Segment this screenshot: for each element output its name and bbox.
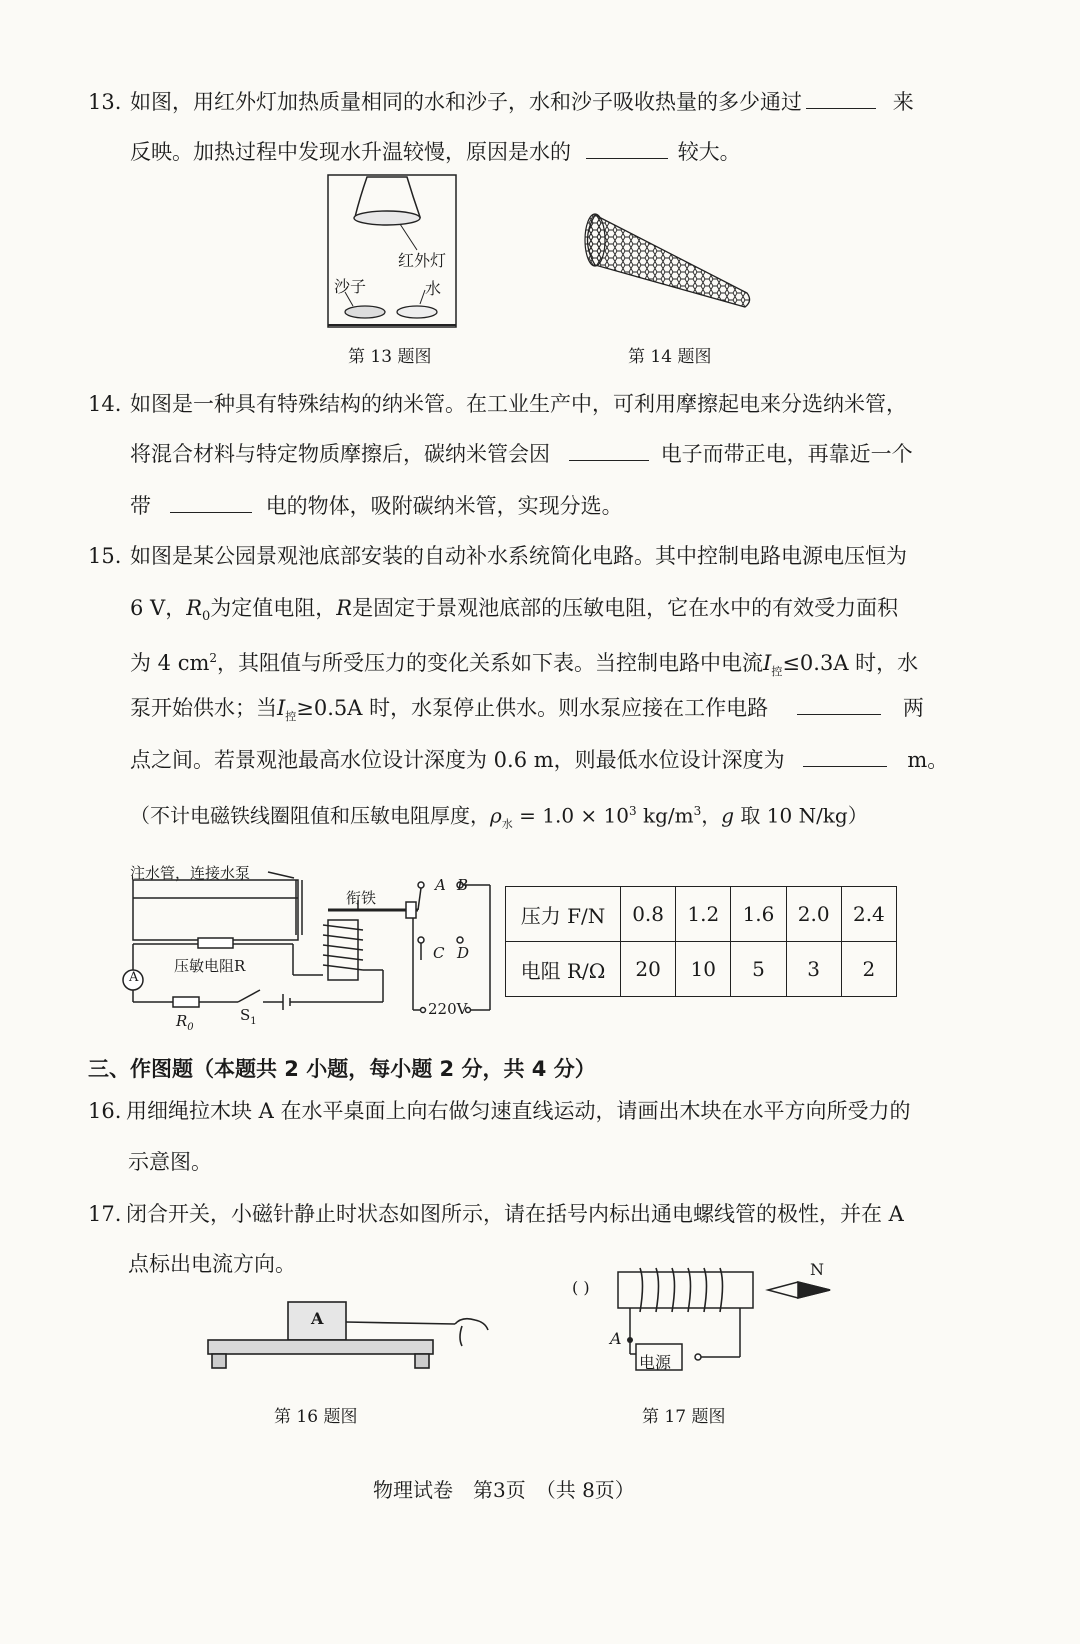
fig13-caption: 第 13 题图 [348,347,432,367]
pressure-sensor-icon [198,938,233,948]
q15-r: R [336,596,353,620]
fig17-a-label: A [610,1329,622,1348]
sand-dish-icon [345,306,385,318]
coil-winding-icon [640,1268,723,1312]
page-footer: 物理试卷 第3页 （共 8页） [373,1478,635,1502]
fig14-nanotube-diagram [575,195,755,315]
fig15-r0-sub: 0 [187,1022,194,1033]
table-cell: 3 [786,942,841,997]
q15-number: 15. [88,544,122,568]
water-dish-icon [397,306,437,318]
q15-line3-a: 为 4 cm [130,651,210,675]
table-header-pressure: 压力 F/N [506,887,621,942]
switch-s1-icon [238,990,260,1002]
nanotube-opening-icon [585,214,605,266]
q17-line2: 点标出电流方向。 [128,1252,296,1276]
q14-line2-text: 将混合材料与特定物质摩擦后，碳纳米管会因 [130,442,550,466]
q14-line3-end: 电的物体，吸附碳纳米管，实现分选。 [265,494,623,518]
q15-line3-b: ，其阻值与所受压力的变化关系如下表。当控制电路中电流 [217,651,764,675]
fig15-d-label: D [457,944,470,962]
table-row [506,887,897,942]
q15-line3-i: I [763,651,772,675]
q17-number: 17. [88,1202,122,1226]
q16-line1: 用细绳拉木块 A 在水平桌面上向右做匀速直线运动，请画出木块在水平方向所受力的 [126,1099,911,1123]
pool-outline [133,880,298,940]
table-top-icon [208,1340,433,1354]
r0-resistor-icon [173,997,199,1007]
q15-line4-isub: 控 [285,710,297,724]
q15-line4-c: 两 [902,696,924,720]
q14-blank1[interactable] [569,442,649,461]
q15-line2-b: 为定值电阻， [210,596,337,620]
table-cell: 2.0 [786,887,841,942]
table-row [506,942,897,997]
q15-line6-sup2: 3 [693,804,702,818]
q13-line1-text: 如图，用红外灯加热质量相同的水和沙子，水和沙子吸收热量的多少通过 [130,90,802,114]
fig13-water-label: 水 [425,279,442,298]
q15-line2-a: 6 V， [130,596,187,620]
q15-line6-d: ， [701,803,722,828]
q15-line6-c: kg/m [636,803,694,828]
q13-blank1[interactable] [806,90,876,109]
table-cell: 1.6 [731,887,786,942]
fig17-caption: 第 17 题图 [642,1407,726,1427]
q15-line4-i: I [277,696,286,720]
q15-blank2[interactable] [803,748,887,767]
q15-line6-b: = 1.0 × 10 [512,803,629,828]
q15-line2 [130,594,898,631]
q13-number: 13. [88,90,122,114]
coil-icon [323,925,363,970]
q15-line6-sup: 3 [628,804,637,818]
q15-line3-sup: 2 [209,651,218,665]
q14-line1: 如图是一种具有特殊结构的纳米管。在工业生产中，可利用摩擦起电来分选纳米管， [130,392,907,416]
q15-line6 [130,797,868,839]
q15-line6-e: 取 10 N/kg） [734,803,868,828]
pivot-icon [406,902,416,918]
q15-r0-sub: 0 [202,609,211,625]
q17-line1: 闭合开关，小磁针静止时状态如图所示，请在括号内标出通电螺线管的极性，并在 A [126,1202,904,1226]
q15-line3-c: ≤0.3A 时，水 [782,651,919,675]
q14-line3 [130,492,623,520]
q16-line2: 示意图。 [128,1150,212,1174]
fig15-s1-sub: 1 [250,1016,257,1027]
fig15-sensor-label: 压敏电阻R [174,957,246,975]
fig16-table-diagram [200,1290,500,1375]
q16-number: 16. [88,1099,122,1123]
fig14-caption: 第 14 题图 [628,347,712,367]
q15-r0: R [186,596,203,620]
q15-line5-a: 点之间。若景观池最高水位设计深度为 0.6 m，则最低水位设计深度为 [130,748,785,772]
lamp-pointer [400,224,417,250]
fig16-caption: 第 16 题图 [274,1407,358,1427]
q15-g: g [721,803,735,828]
table-cell: 5 [731,942,786,997]
fig16-block-label: A [311,1309,324,1328]
pressure-resistance-table [505,886,897,997]
lamp-rim-icon [354,211,420,225]
q15-rho-sub: 水 [501,817,513,831]
q14-line2-end: 电子而带正电，再靠近一个 [660,442,913,466]
contact-c [418,937,424,943]
table-cell: 1.2 [676,887,731,942]
fig15-armature-label: 衔铁 [346,889,377,907]
q13-line2 [130,138,741,166]
q14-blank2[interactable] [170,494,252,513]
fig15-voltage-label: 220V [428,1000,468,1018]
q14-line2 [130,440,913,468]
fig17-source-label: 电源 [639,1353,672,1372]
section-title: 三、作图题（本题共 2 小题，每小题 2 分，共 4 分） [88,1057,596,1081]
hand-icon [455,1319,488,1346]
q14-line3-start: 带 [130,494,151,518]
contact-d [457,937,463,943]
q13-line1 [130,88,914,116]
q15-line4 [130,694,940,731]
pipe-pointer [268,872,294,878]
q13-line1-end: 来 [892,90,914,114]
q13-line2-end: 较大。 [677,140,741,164]
fig13-lamp-label: 红外灯 [398,251,447,270]
fig15-ammeter-label: A [129,970,139,985]
table-leg-left-icon [212,1354,226,1368]
solenoid-core-icon [618,1272,753,1308]
table-cell: 10 [676,942,731,997]
contact-a [418,882,424,888]
table-cell: 20 [621,942,676,997]
fig15-pipe-label: 注水管，连接水泵 [130,864,251,882]
table-cell: 2 [841,942,896,997]
table-cell: 0.8 [621,887,676,942]
q15-line5 [130,746,948,774]
fig15-s1-text: S [240,1006,251,1024]
point-a-dot [627,1337,633,1343]
q15-blank1[interactable] [797,696,881,715]
q15-line2-c: 是固定于景观池底部的压敏电阻，它在水中的有效受力面积 [352,596,899,620]
q15-line5-b: m。 [907,748,949,772]
nanotube-icon [588,215,750,307]
q14-number: 14. [88,392,122,416]
q15-line3-isub: 控 [771,665,783,679]
fig17-solenoid-diagram [600,1262,840,1392]
fig17-n-label: N [810,1260,824,1279]
q13-line2-text: 反映。加热过程中发现水升温较慢，原因是水的 [130,140,571,164]
fig15-c-label: C [433,944,445,962]
table-header-resistance: 电阻 R/Ω [506,942,621,997]
fig15-r0-text: R [176,1012,188,1030]
q15-rho: ρ [490,803,502,828]
fig17-pole-bracket[interactable]: ( ) [572,1278,590,1297]
fig15-s1-label [240,1006,257,1027]
q15-line3 [130,644,918,686]
table-leg-right-icon [415,1354,429,1368]
rope-icon [346,1322,455,1324]
q15-line6-a: （不计电磁铁线圈阻值和压敏电阻厚度， [130,803,490,828]
table-cell: 2.4 [841,887,896,942]
fig13-sand-label: 沙子 [334,277,367,296]
q15-line1: 如图是某公园景观池底部安装的自动补水系统简化电路。其中控制电路电源电压恒为 [130,544,907,568]
fig15-b-label: B [457,876,469,894]
q15-line4-b: ≥0.5A 时，水泵停止供水。则水泵应接在工作电路 [296,696,769,720]
q15-line4-a: 泵开始供水；当 [130,696,277,720]
fig15-r0-label [176,1012,194,1033]
q13-blank2[interactable] [586,140,668,159]
fig15-a-label: A [435,876,446,894]
